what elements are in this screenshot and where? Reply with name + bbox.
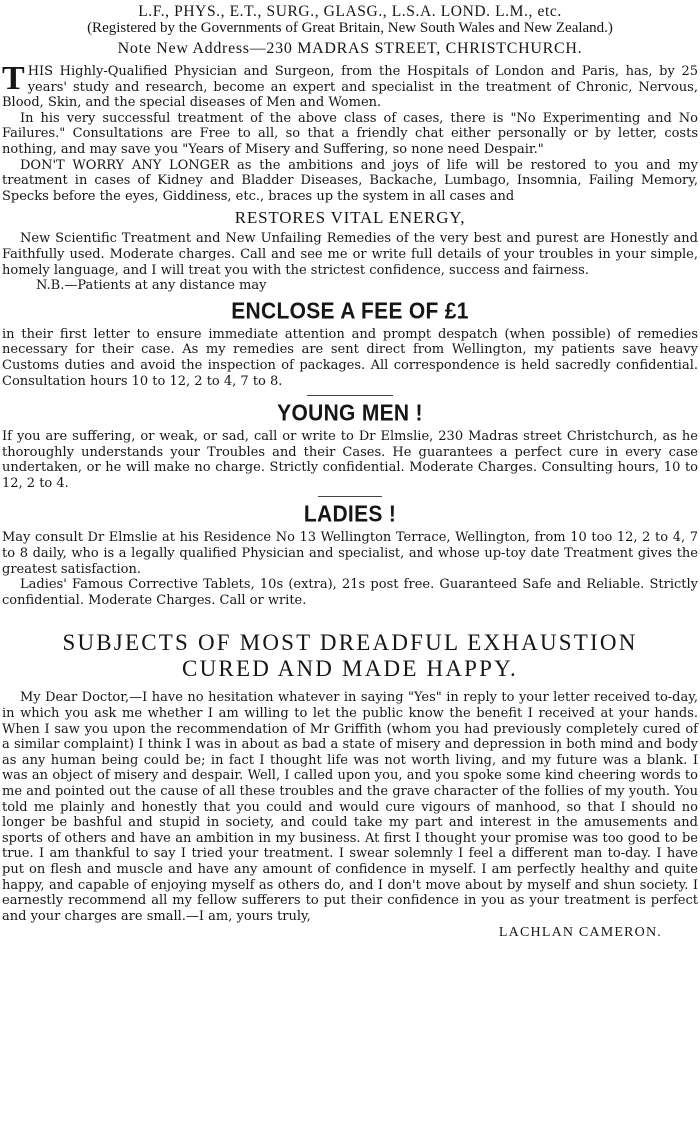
fee-heading: ENCLOSE A FEE OF £1 xyxy=(231,298,469,325)
qualifications-line: L.F., PHYS., E.T., SURG., GLASG., L.S.A. LOND. L.M., etc. xyxy=(138,3,562,20)
drop-cap: T xyxy=(2,60,25,97)
vital-energy-section xyxy=(2,208,698,293)
testimonial-section xyxy=(2,630,698,941)
intro-paragraph-2: In his very successful treatment of the above class of cases, there is "No Experimenting and No Failures." Consultations are Free to all, so that a friendly chat either personally or by letter, costs nothing, and may save you "Years of Misery and Suffering, so none need Despair." xyxy=(2,110,698,157)
address-line: Note New Address—230 MADRAS STREET, CHRISTCHURCH. xyxy=(117,40,583,57)
intro-paragraph-1 xyxy=(2,60,698,111)
ladies-section xyxy=(2,503,698,608)
ladies-paragraph-2: Ladies' Famous Corrective Tablets, 10s (extra), 21s post free. Guaranteed Safe and Reliable. Strictly confidential. Moderate Charges. Call or write. xyxy=(2,577,698,608)
section-gap xyxy=(2,608,698,630)
nb-line: N.B.—Patients at any distance may xyxy=(36,278,267,294)
divider xyxy=(318,496,382,497)
header xyxy=(2,3,698,58)
young-men-heading: YOUNG MEN ! xyxy=(277,400,423,427)
registration-line: (Registered by the Governments of Great Britain, New South Wales and New Zealand.) xyxy=(87,20,613,36)
testimonial-letter: My Dear Doctor,—I have no hesitation whatever in saying "Yes" in reply to your letter received to-day, in which you ask me whether I am willing to let the public know the benefit I received at your hands. When I saw you upon the recommendation of Mr Griffith (whom you had previously completely cured of a similar complaint) I think I was in about as bad a state of misery and depression in both mind and body as any human being could be; in fact I thought life was not worth living, and my future was a blank. I was an object of misery and despair. Well, I called upon you, and you spoke some kind cheering words to me and pointed out the cause of all these troubles and the grave character of the follies of my youth. You told me plainly and honestly that you could and would cure vigours of manhood, so that I should no longer be bashful and stupid in society, and could take my part and interest in the amusements and sports of others and have an ambition in my business. At first I thought your promise was too good to be true. I am thankful to say I tried your treatment. I swear solemnly I feel a different man to-day. I have put on flesh and muscle and have any amount of confidence in myself. I am perfectly healthy and quite happy, and capable of enjoying myself as others do, and I don't move about by myself and shun society. I earnestly recommend all my fellow sufferers to put their confidence in you as your treatment is perfect and your charges are small.—I am, yours truly, xyxy=(2,690,698,924)
divider xyxy=(307,395,393,396)
testimonial-heading-line-1: SUBJECTS OF MOST DREADFUL EXHAUSTION xyxy=(62,630,638,656)
vital-energy-paragraph: New Scientific Treatment and New Unfailing Remedies of the very best and purest are Honestly and Faithfully used. Moderate charges. Call and see me or write full details of your troubles in your simple, homely language, and I will treat you with the strictest confidence, success and fairness. xyxy=(2,231,698,278)
young-men-paragraph: If you are suffering, or weak, or sad, call or write to Dr Elmslie, 230 Madras street Christchurch, as he thoroughly understands your Troubles and their Cases. He guarantees a perfect cure in every case undertaken, or he will make no charge. Strictly confidential. Moderate Charges. Consulting hours, 10 to 12, 2 to 4. xyxy=(2,429,698,491)
ladies-paragraph-1: May consult Dr Elmslie at his Residence No 13 Wellington Terrace, Wellington, from 10 too 12, 2 to 4, 7 to 8 daily, who is a legally qualified Physician and specialist, and whose up-toy date Treatment gives the greatest satisfaction. xyxy=(2,530,698,577)
fee-paragraph: in their first letter to ensure immediate attention and prompt despatch (when possible) of remedies necessary for their case. As my remedies are sent direct from Wellington, my patients save heavy Customs duties and avoid the inspection of packages. All correspondence is held sacredly confidential. Consultation hours 10 to 12, 2 to 4, 7 to 8. xyxy=(2,326,698,389)
vital-energy-heading: RESTORES VITAL ENERGY, xyxy=(234,208,466,228)
fee-section xyxy=(2,300,698,389)
ladies-heading: LADIES ! xyxy=(303,502,397,528)
young-men-section xyxy=(2,402,698,491)
intro-paragraph-3: DON'T WORRY ANY LONGER as the ambitions and joys of life will be restored to you and my treatment in cases of Kidney and Bladder Diseases, Backache, Lumbago, Insomnia, Failing Memory, Specks before the eyes, Giddiness, etc., braces up the system in all cases and xyxy=(2,157,698,204)
intro-section xyxy=(2,60,698,204)
testimonial-heading-line-2: CURED AND MADE HAPPY. xyxy=(182,656,518,682)
signature: LACHLAN CAMERON. xyxy=(498,925,662,941)
intro-paragraph-1-text: HIS Highly-Qualified Physician and Surgeon, from the Hospitals of London and Paris, has, by 25 years' study and research, become an expert and specialist in the treatment of Chronic, Nervous, Blood, Skin, and the special diseases of Men and Women. xyxy=(2,64,698,111)
